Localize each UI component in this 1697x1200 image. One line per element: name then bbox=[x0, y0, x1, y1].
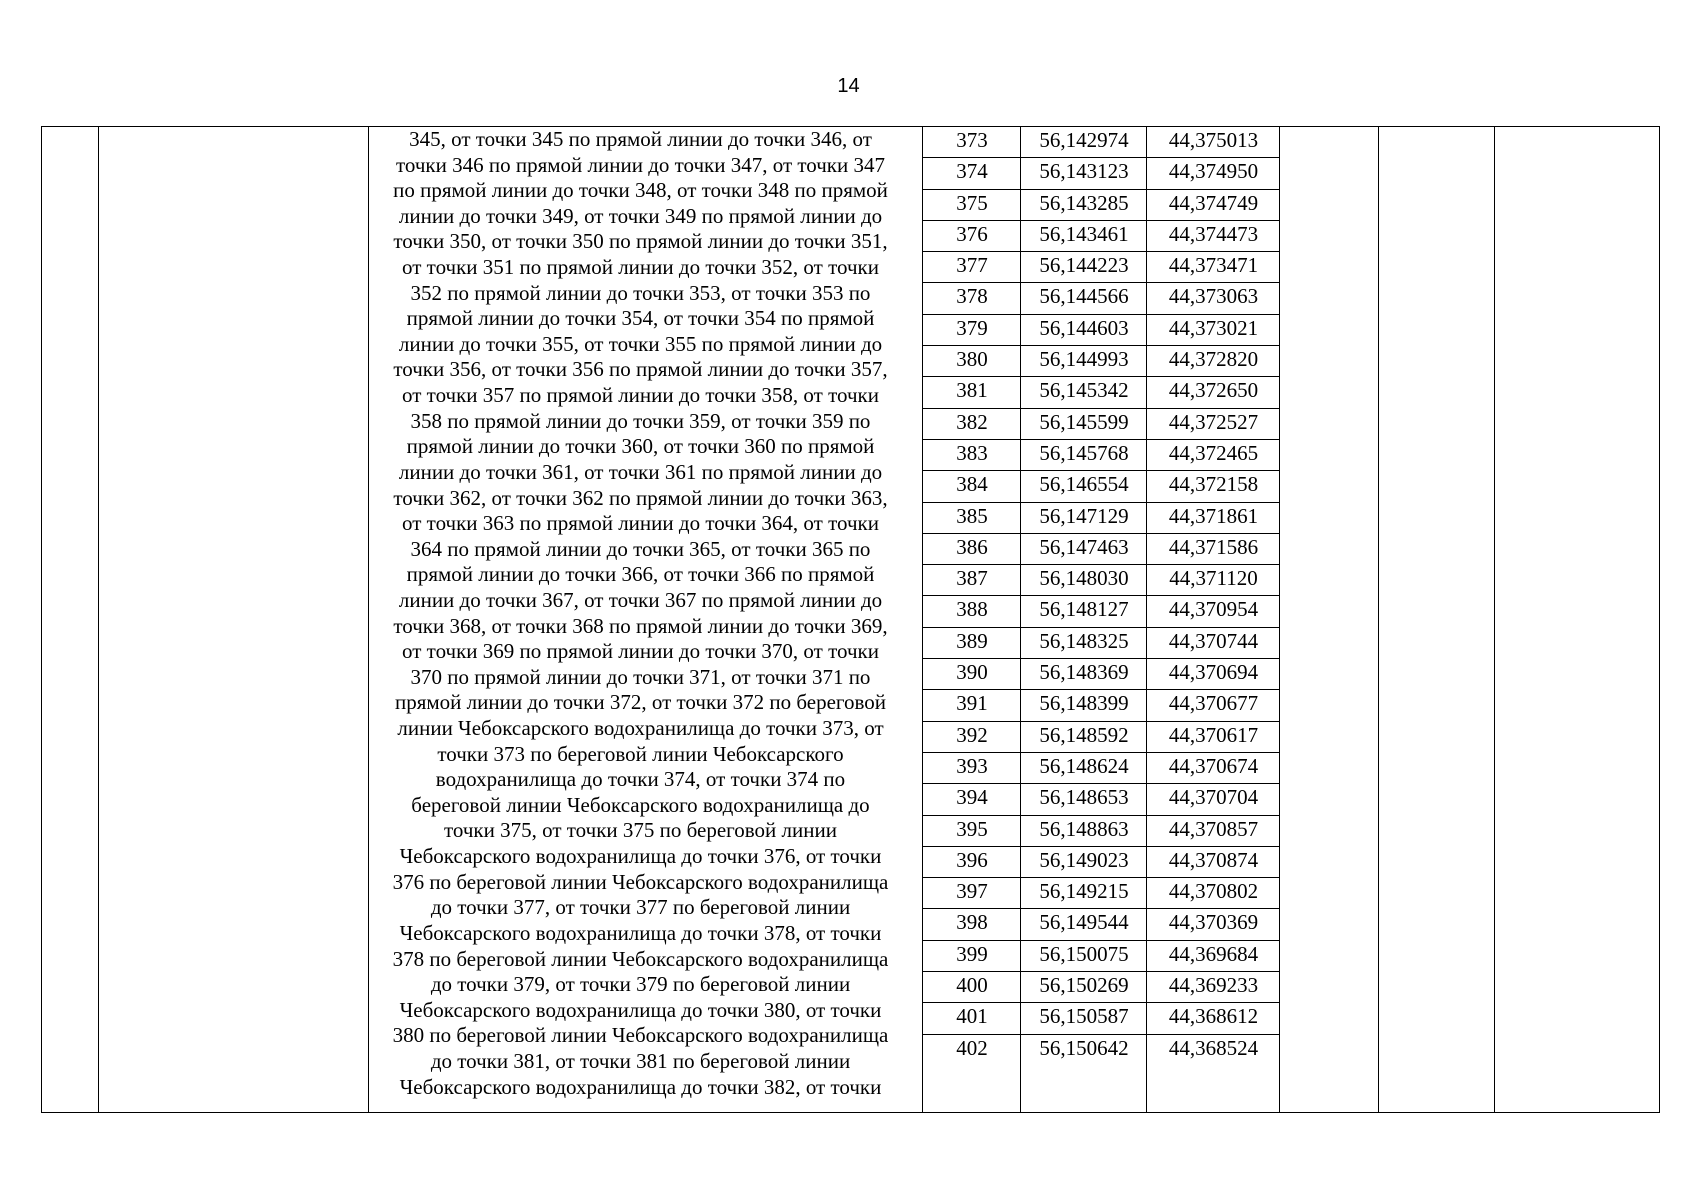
latitude-cell: 56,148624 bbox=[1039, 753, 1129, 778]
point-number: 389 bbox=[956, 628, 988, 653]
point-number: 398 bbox=[956, 910, 988, 935]
coordinate-row bbox=[923, 190, 1280, 221]
description-line: прямой линии до точки 372, от точки 372 по береговой bbox=[394, 690, 887, 715]
longitude-cell: 44,373021 bbox=[1168, 315, 1259, 340]
coordinates-list bbox=[923, 127, 1280, 1066]
longitude-cell: 44,373063 bbox=[1168, 284, 1259, 309]
description-line: береговой линии Чебоксарского водохранилища до bbox=[411, 792, 870, 817]
coordinate-row bbox=[923, 878, 1280, 909]
latitude-cell: 56,148653 bbox=[1039, 785, 1129, 810]
latitude-cell: 56,148030 bbox=[1039, 566, 1129, 591]
longitude-cell: 44,370744 bbox=[1168, 628, 1259, 653]
description-line: от точки 351 по прямой линии до точки 352, от точки bbox=[402, 255, 879, 280]
latitude-cell: 56,145342 bbox=[1039, 378, 1129, 403]
coordinate-row bbox=[923, 409, 1280, 440]
point-number: 375 bbox=[956, 190, 988, 215]
latitude-cell: 56,145599 bbox=[1039, 409, 1129, 434]
coordinate-row bbox=[923, 221, 1280, 252]
latitude-cell: 56,148127 bbox=[1039, 597, 1129, 622]
latitude-cell: 56,149023 bbox=[1039, 847, 1129, 872]
longitude-cell: 44,370857 bbox=[1168, 816, 1259, 841]
latitude-cell: 56,148325 bbox=[1039, 628, 1129, 653]
point-number: 395 bbox=[956, 816, 988, 841]
point-number: 381 bbox=[956, 378, 988, 403]
point-number: 391 bbox=[956, 691, 988, 716]
coordinate-row bbox=[923, 346, 1280, 377]
latitude-cell: 56,149215 bbox=[1039, 879, 1129, 904]
longitude-cell: 44,370674 bbox=[1168, 753, 1259, 778]
latitude-cell: 56,144993 bbox=[1039, 347, 1129, 372]
latitude-cell: 56,143461 bbox=[1039, 221, 1129, 246]
point-number: 397 bbox=[956, 879, 988, 904]
coordinate-row bbox=[923, 972, 1280, 1003]
point-number: 383 bbox=[956, 440, 988, 465]
point-number: 376 bbox=[956, 221, 988, 246]
description-line: линии до точки 361, от точки 361 по прямой линии до bbox=[398, 459, 883, 484]
longitude-cell: 44,372820 bbox=[1168, 347, 1259, 372]
description-line: 358 по прямой линии до точки 359, от точки 359 по bbox=[410, 408, 871, 433]
coordinate-row bbox=[923, 158, 1280, 189]
coordinate-row bbox=[923, 440, 1280, 471]
coordinate-row bbox=[923, 471, 1280, 502]
coordinate-row bbox=[923, 722, 1280, 753]
longitude-cell: 44,374473 bbox=[1168, 221, 1259, 246]
description-line: прямой линии до точки 360, от точки 360 по прямой bbox=[406, 434, 875, 459]
latitude-cell: 56,142974 bbox=[1039, 128, 1129, 152]
point-number: 401 bbox=[956, 1004, 988, 1029]
description-line: до точки 381, от точки 381 по береговой линии bbox=[430, 1048, 851, 1073]
longitude-cell: 44,370704 bbox=[1168, 785, 1259, 810]
latitude-cell: 56,144223 bbox=[1039, 253, 1129, 278]
point-number: 399 bbox=[956, 941, 988, 966]
latitude-cell: 56,148369 bbox=[1039, 660, 1129, 685]
point-number: 377 bbox=[956, 253, 988, 278]
point-number: 380 bbox=[956, 347, 988, 372]
page-number: 14 bbox=[837, 75, 860, 97]
latitude-cell: 56,148592 bbox=[1039, 722, 1129, 747]
longitude-cell: 44,375013 bbox=[1168, 128, 1259, 152]
coordinate-row bbox=[923, 252, 1280, 283]
column-divider bbox=[1494, 127, 1495, 1112]
point-number: 388 bbox=[956, 597, 988, 622]
coordinate-row bbox=[923, 784, 1280, 815]
coordinate-row bbox=[923, 909, 1280, 940]
coordinate-row bbox=[923, 127, 1280, 158]
coordinate-row bbox=[923, 690, 1280, 721]
latitude-cell: 56,150587 bbox=[1039, 1004, 1129, 1029]
longitude-cell: 44,371586 bbox=[1168, 534, 1259, 559]
coordinate-row bbox=[923, 503, 1280, 534]
column-divider bbox=[98, 127, 99, 1112]
point-number: 382 bbox=[956, 409, 988, 434]
description-line: линии Чебоксарского водохранилища до точки 373, от bbox=[397, 716, 884, 741]
coordinate-row bbox=[923, 753, 1280, 784]
boundary-table bbox=[41, 126, 1660, 1113]
longitude-cell: 44,374950 bbox=[1168, 159, 1259, 184]
point-number: 396 bbox=[956, 847, 988, 872]
description-line: точки 356, от точки 356 по прямой линии до точки 357, bbox=[393, 357, 888, 382]
latitude-cell: 56,143285 bbox=[1039, 190, 1129, 215]
longitude-cell: 44,369233 bbox=[1168, 973, 1259, 998]
latitude-cell: 56,146554 bbox=[1039, 472, 1129, 497]
point-number: 387 bbox=[956, 566, 988, 591]
description-line: прямой линии до точки 354, от точки 354 по прямой bbox=[406, 306, 875, 331]
description-line: 370 по прямой линии до точки 371, от точки 371 по bbox=[410, 664, 871, 689]
latitude-cell: 56,148863 bbox=[1039, 816, 1129, 841]
description-line: линии до точки 349, от точки 349 по прямой линии до bbox=[398, 203, 883, 228]
latitude-cell: 56,149544 bbox=[1039, 910, 1129, 935]
latitude-cell: 56,148399 bbox=[1039, 691, 1129, 716]
coordinate-row bbox=[923, 628, 1280, 659]
longitude-cell: 44,368524 bbox=[1168, 1035, 1259, 1060]
point-number: 400 bbox=[956, 973, 988, 998]
coordinate-row bbox=[923, 283, 1280, 314]
point-number: 379 bbox=[956, 315, 988, 340]
description-line: точки 373 по береговой линии Чебоксарского bbox=[437, 741, 844, 766]
description-line: линии до точки 367, от точки 367 по прямой линии до bbox=[398, 587, 883, 612]
description-line: точки 375, от точки 375 по береговой линии bbox=[444, 818, 837, 843]
description-line: точки 346 по прямой линии до точки 347, от точки 347 bbox=[395, 152, 885, 177]
longitude-cell: 44,369684 bbox=[1168, 941, 1259, 966]
latitude-cell: 56,145768 bbox=[1039, 440, 1129, 465]
description-line: прямой линии до точки 366, от точки 366 по прямой bbox=[406, 562, 875, 587]
longitude-cell: 44,372527 bbox=[1168, 409, 1259, 434]
coordinate-row bbox=[923, 847, 1280, 878]
description-line: Чебоксарского водохранилища до точки 382, от точки bbox=[399, 1074, 882, 1099]
description-line: Чебоксарского водохранилища до точки 380, от точки bbox=[399, 997, 882, 1022]
longitude-cell: 44,370802 bbox=[1168, 879, 1259, 904]
point-number: 390 bbox=[956, 660, 988, 685]
description-line: от точки 357 по прямой линии до точки 358, от точки bbox=[402, 383, 879, 408]
description-line: от точки 363 по прямой линии до точки 364, от точки bbox=[402, 511, 879, 536]
longitude-cell: 44,370874 bbox=[1168, 847, 1259, 872]
coordinate-row bbox=[923, 315, 1280, 346]
coordinate-row bbox=[923, 377, 1280, 408]
longitude-cell: 44,374749 bbox=[1168, 190, 1259, 215]
description-line: от точки 369 по прямой линии до точки 370, от точки bbox=[402, 639, 879, 664]
description-line: 378 по береговой линии Чебоксарского водохранилища bbox=[392, 946, 889, 971]
description-line: 345, от точки 345 по прямой линии до точки 346, от bbox=[409, 127, 872, 151]
point-number: 393 bbox=[956, 753, 988, 778]
description-line: до точки 377, от точки 377 по береговой линии bbox=[430, 895, 851, 920]
point-number: 394 bbox=[956, 785, 988, 810]
coordinate-row bbox=[923, 1035, 1280, 1066]
longitude-cell: 44,370954 bbox=[1168, 597, 1259, 622]
latitude-cell: 56,150642 bbox=[1039, 1035, 1129, 1060]
description-line: линии до точки 355, от точки 355 по прямой линии до bbox=[398, 331, 883, 356]
longitude-cell: 44,370617 bbox=[1168, 722, 1259, 747]
description-line: 376 по береговой линии Чебоксарского водохранилища bbox=[392, 869, 889, 894]
description-line: Чебоксарского водохранилища до точки 378, от точки bbox=[399, 920, 882, 945]
point-number: 392 bbox=[956, 722, 988, 747]
description-line: точки 362, от точки 362 по прямой линии до точки 363, bbox=[393, 485, 888, 510]
longitude-cell: 44,373471 bbox=[1168, 253, 1259, 278]
longitude-cell: 44,370369 bbox=[1168, 910, 1259, 935]
coordinate-row bbox=[923, 596, 1280, 627]
description-line: 380 по береговой линии Чебоксарского водохранилища bbox=[392, 1023, 889, 1048]
longitude-cell: 44,372465 bbox=[1168, 440, 1259, 465]
latitude-cell: 56,147129 bbox=[1039, 503, 1129, 528]
description-line: до точки 379, от точки 379 по береговой линии bbox=[430, 972, 851, 997]
coordinate-row bbox=[923, 816, 1280, 847]
longitude-cell: 44,371120 bbox=[1169, 566, 1258, 591]
longitude-cell: 44,370677 bbox=[1168, 691, 1259, 716]
coordinate-row bbox=[923, 1003, 1280, 1034]
point-number: 374 bbox=[956, 159, 988, 184]
point-number: 402 bbox=[956, 1035, 988, 1060]
boundary-description bbox=[370, 127, 911, 1100]
point-number: 378 bbox=[956, 284, 988, 309]
latitude-cell: 56,150269 bbox=[1039, 973, 1129, 998]
description-line: точки 350, от точки 350 по прямой линии до точки 351, bbox=[393, 229, 888, 254]
longitude-cell: 44,368612 bbox=[1168, 1004, 1259, 1029]
point-number: 373 bbox=[956, 128, 988, 152]
description-line: Чебоксарского водохранилища до точки 376, от точки bbox=[399, 844, 882, 869]
point-number: 386 bbox=[956, 534, 988, 559]
description-line: 352 по прямой линии до точки 353, от точки 353 по bbox=[410, 280, 871, 305]
point-number: 385 bbox=[956, 503, 988, 528]
description-line: 364 по прямой линии до точки 365, от точки 365 по bbox=[410, 536, 871, 561]
longitude-cell: 44,372158 bbox=[1168, 472, 1259, 497]
coordinate-row bbox=[923, 659, 1280, 690]
description-line: водохранилища до точки 374, от точки 374 по bbox=[435, 767, 846, 792]
coordinate-row bbox=[923, 534, 1280, 565]
longitude-cell: 44,371861 bbox=[1168, 503, 1259, 528]
description-line: по прямой линии до точки 348, от точки 348 по прямой bbox=[393, 178, 888, 203]
point-number: 384 bbox=[956, 472, 988, 497]
description-line: точки 368, от точки 368 по прямой линии до точки 369, bbox=[393, 613, 888, 638]
column-divider bbox=[368, 127, 369, 1112]
latitude-cell: 56,150075 bbox=[1039, 941, 1129, 966]
latitude-cell: 56,144566 bbox=[1039, 284, 1129, 309]
latitude-cell: 56,143123 bbox=[1039, 159, 1129, 184]
longitude-cell: 44,370694 bbox=[1168, 660, 1259, 685]
column-divider bbox=[1378, 127, 1379, 1112]
latitude-cell: 56,144603 bbox=[1039, 315, 1129, 340]
coordinate-row bbox=[923, 941, 1280, 972]
longitude-cell: 44,372650 bbox=[1168, 378, 1259, 403]
coordinate-row bbox=[923, 565, 1280, 596]
latitude-cell: 56,147463 bbox=[1039, 534, 1129, 559]
